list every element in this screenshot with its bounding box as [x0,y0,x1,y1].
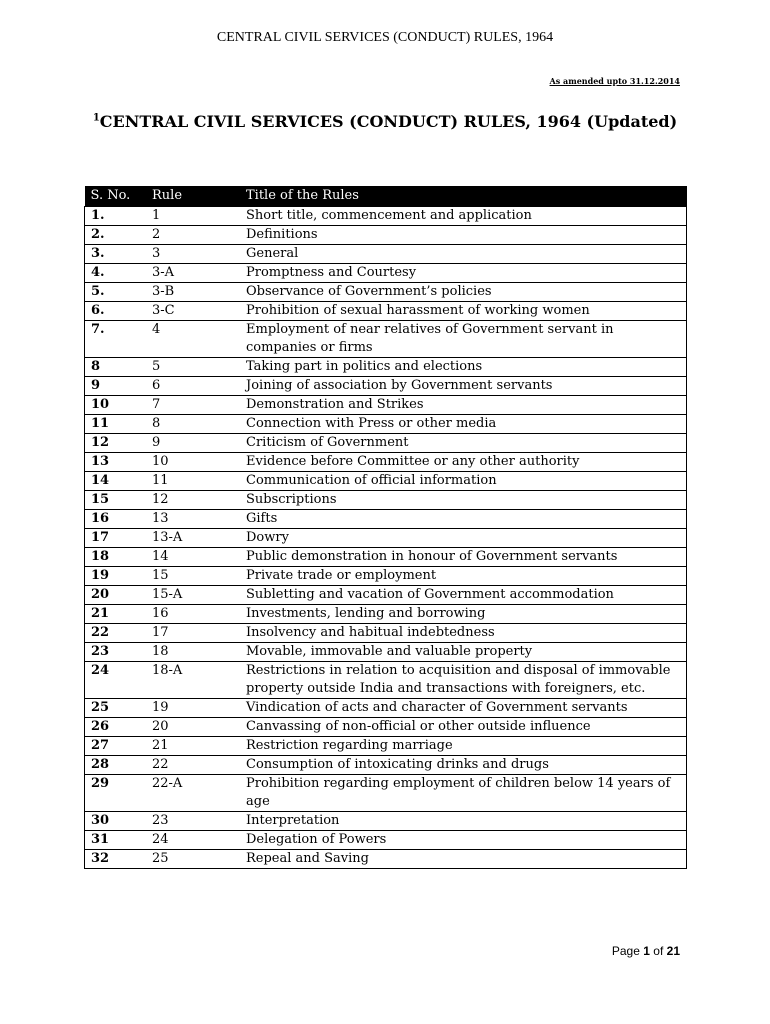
row-rule-number: 8 [146,415,240,434]
column-header-title: Title of the Rules [240,186,687,207]
table-header-row [85,186,687,207]
row-rule-title: Private trade or employment [240,567,687,586]
row-rule-title: Connection with Press or other media [240,415,687,434]
title-text: CENTRAL CIVIL SERVICES (CONDUCT) RULES, 1964 (Updated) [99,112,678,131]
table-row [85,358,687,377]
table-row [85,453,687,472]
table-row [85,264,687,283]
row-serial-number: 4. [85,264,147,283]
row-serial-number: 24 [85,662,147,699]
table-row [85,831,687,850]
table-row [85,396,687,415]
running-header: CENTRAL CIVIL SERVICES (CONDUCT) RULES, 1964 [216,30,554,45]
table-row [85,415,687,434]
page-current: 1 [643,944,650,958]
row-rule-title: Definitions [240,226,687,245]
document-title [0,112,770,131]
table-row [85,850,687,869]
of-label: of [653,944,664,958]
row-serial-number: 2. [85,226,147,245]
row-serial-number: 15 [85,491,147,510]
row-serial-number: 10 [85,396,147,415]
row-rule-number: 20 [146,718,240,737]
row-rule-title: Interpretation [240,812,687,831]
row-rule-number: 5 [146,358,240,377]
row-rule-title: Dowry [240,529,687,548]
table-row [85,756,687,775]
title-footnote-mark: 1 [92,112,100,124]
table-row [85,283,687,302]
table-row [85,737,687,756]
row-serial-number: 12 [85,434,147,453]
row-serial-number: 1. [85,207,147,226]
row-serial-number: 3. [85,245,147,264]
row-serial-number: 16 [85,510,147,529]
row-rule-title: Gifts [240,510,687,529]
row-rule-title: Delegation of Powers [240,831,687,850]
row-rule-number: 23 [146,812,240,831]
row-rule-title: Canvassing of non-official or other outside influence [240,718,687,737]
row-rule-number: 13-A [146,529,240,548]
row-serial-number: 31 [85,831,147,850]
table-row [85,624,687,643]
row-rule-number: 2 [146,226,240,245]
row-rule-number: 21 [146,737,240,756]
table-row [85,245,687,264]
row-rule-title: Movable, immovable and valuable property [240,643,687,662]
table-row [85,321,687,358]
row-rule-number: 18-A [146,662,240,699]
row-serial-number: 30 [85,812,147,831]
page-total: 21 [666,944,680,958]
row-rule-title: Subletting and vacation of Government accommodation [240,586,687,605]
row-rule-title: Investments, lending and borrowing [240,605,687,624]
row-serial-number: 17 [85,529,147,548]
row-serial-number: 20 [85,586,147,605]
table-row [85,302,687,321]
row-rule-number: 9 [146,434,240,453]
table-row [85,586,687,605]
table-row [85,643,687,662]
table-row [85,226,687,245]
row-serial-number: 13 [85,453,147,472]
table-row [85,548,687,567]
row-rule-title: Observance of Government’s policies [240,283,687,302]
amended-note: As amended upto 31.12.2014 [549,76,680,86]
row-rule-title: Repeal and Saving [240,850,687,869]
row-rule-number: 6 [146,377,240,396]
table-body [85,207,687,869]
row-rule-number: 19 [146,699,240,718]
row-rule-number: 18 [146,643,240,662]
table-row [85,491,687,510]
row-rule-number: 3-B [146,283,240,302]
row-serial-number: 6. [85,302,147,321]
row-rule-number: 1 [146,207,240,226]
row-rule-number: 11 [146,472,240,491]
row-serial-number: 22 [85,624,147,643]
table-row [85,567,687,586]
table-row [85,472,687,491]
rules-table [84,186,687,869]
row-rule-title: General [240,245,687,264]
table-row [85,699,687,718]
row-rule-title: Restrictions in relation to acquisition and disposal of immovable property outside India and transactions with foreigners, etc. [240,662,687,699]
row-rule-title: Prohibition of sexual harassment of working women [240,302,687,321]
row-rule-number: 24 [146,831,240,850]
row-serial-number: 11 [85,415,147,434]
row-rule-title: Vindication of acts and character of Government servants [240,699,687,718]
row-serial-number: 14 [85,472,147,491]
row-rule-number: 4 [146,321,240,358]
row-rule-title: Subscriptions [240,491,687,510]
table-row [85,662,687,699]
row-serial-number: 18 [85,548,147,567]
row-serial-number: 8 [85,358,147,377]
table-row [85,718,687,737]
table-row [85,510,687,529]
row-rule-number: 22-A [146,775,240,812]
table-row [85,605,687,624]
row-serial-number: 21 [85,605,147,624]
row-rule-number: 15-A [146,586,240,605]
page-label: Page [611,944,640,958]
row-rule-title: Restriction regarding marriage [240,737,687,756]
table-row [85,434,687,453]
row-serial-number: 29 [85,775,147,812]
row-serial-number: 7. [85,321,147,358]
row-serial-number: 23 [85,643,147,662]
row-rule-number: 3-C [146,302,240,321]
page-footer [612,944,680,958]
row-rule-title: Insolvency and habitual indebtedness [240,624,687,643]
column-header-sno: S. No. [85,186,147,207]
row-rule-number: 17 [146,624,240,643]
row-rule-number: 15 [146,567,240,586]
row-rule-title: Short title, commencement and application [240,207,687,226]
row-serial-number: 26 [85,718,147,737]
row-serial-number: 32 [85,850,147,869]
table-row [85,775,687,812]
column-header-rule: Rule [146,186,240,207]
row-rule-title: Promptness and Courtesy [240,264,687,283]
table-row [85,529,687,548]
row-serial-number: 5. [85,283,147,302]
table-row [85,812,687,831]
row-rule-title: Joining of association by Government servants [240,377,687,396]
row-rule-title: Prohibition regarding employment of children below 14 years of age [240,775,687,812]
row-rule-number: 10 [146,453,240,472]
row-rule-title: Criticism of Government [240,434,687,453]
row-rule-title: Communication of official information [240,472,687,491]
row-serial-number: 9 [85,377,147,396]
row-rule-title: Demonstration and Strikes [240,396,687,415]
row-rule-number: 7 [146,396,240,415]
row-rule-number: 22 [146,756,240,775]
row-rule-number: 25 [146,850,240,869]
row-rule-title: Taking part in politics and elections [240,358,687,377]
row-serial-number: 19 [85,567,147,586]
row-serial-number: 28 [85,756,147,775]
row-rule-number: 12 [146,491,240,510]
row-rule-number: 13 [146,510,240,529]
row-rule-title: Public demonstration in honour of Government servants [240,548,687,567]
row-rule-number: 3-A [146,264,240,283]
row-rule-title: Evidence before Committee or any other authority [240,453,687,472]
row-serial-number: 27 [85,737,147,756]
table-row [85,207,687,226]
row-rule-number: 16 [146,605,240,624]
row-rule-number: 14 [146,548,240,567]
table-row [85,377,687,396]
row-rule-title: Employment of near relatives of Government servant in companies or firms [240,321,687,358]
row-rule-title: Consumption of intoxicating drinks and drugs [240,756,687,775]
row-serial-number: 25 [85,699,147,718]
row-rule-number: 3 [146,245,240,264]
